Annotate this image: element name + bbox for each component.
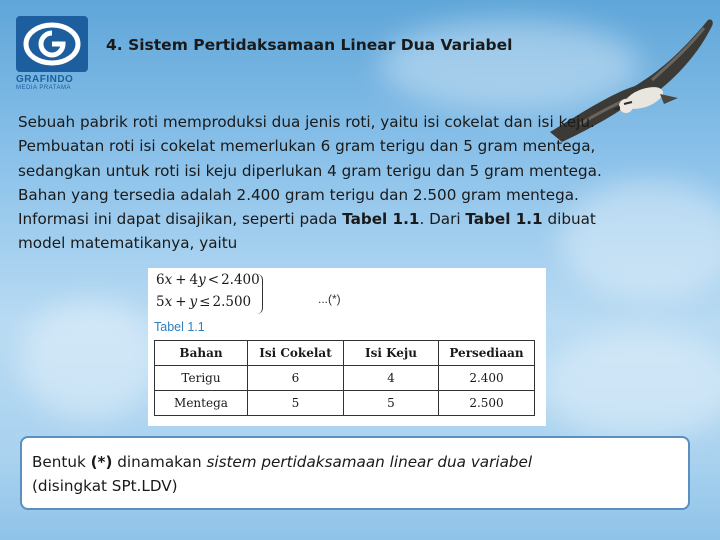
paragraph-line: model matematikanya, yaitu [18,234,238,253]
definition-note [20,436,690,510]
paragraph-line: Pembuatan roti isi cokelat memerlukan 6 gram terigu dan 5 gram mentega, [18,137,596,156]
system-bracket [256,274,263,314]
table-header-cell: Isi Cokelat [248,341,344,366]
table-cell: 5 [248,391,344,416]
table-row [155,366,535,391]
table-caption: Tabel 1.1 [154,320,205,334]
note-text: dinamakan [112,453,207,471]
eq-rhs: 2.500 [212,294,252,310]
system-marker: ...(*) [318,292,341,306]
eq-var: y [189,294,198,310]
eq-rhs: 2.400 [221,272,260,288]
paragraph-text: Informasi ini dapat disajikan, seperti pada [18,210,343,229]
inequality-2 [156,294,251,310]
eq-var: y [198,272,206,288]
note-text: Bentuk [32,453,91,471]
logo-name: GRAFINDO [16,74,74,85]
eq-op: + [175,272,187,288]
paragraph-text: . Dari [419,210,466,229]
inequality-1 [156,272,260,288]
eq-coef: 5 [156,294,165,310]
table-header-cell: Bahan [155,341,248,366]
paragraph-line [18,207,708,231]
slide-title: 4. Sistem Pertidaksamaan Linear Dua Variabel [106,36,513,54]
table-cell: 4 [344,366,439,391]
logo-subname: MEDIA PRATAMA [16,85,71,91]
table-cell: Mentega [155,391,248,416]
eq-rel: < [207,272,220,288]
table-reference: Tabel 1.1 [342,210,420,229]
paragraph-line: Bahan yang tersedia adalah 2.400 gram terigu dan 2.500 gram mentega. [18,185,579,204]
eq-var: x [164,272,173,288]
eq-coef: 6 [156,272,165,288]
note-marker: (*) [90,453,113,471]
note-term: sistem pertidaksamaan linear dua variabel [206,453,533,471]
paragraph-line: sedangkan untuk roti isi keju diperlukan 4 gram terigu dan 5 gram mentega. [18,161,602,180]
grafindo-logo [16,16,90,96]
eq-var: x [164,294,173,310]
paragraph-text: dibuat [542,210,596,229]
note-line [32,450,678,474]
eq-op: + [175,294,187,310]
table-cell: 5 [344,391,439,416]
table-cell: 6 [248,366,344,391]
model-figure [148,268,546,426]
problem-paragraph [18,110,708,256]
table-cell: 2.500 [439,391,535,416]
logo-emblem [16,16,88,72]
data-table [154,340,535,416]
table-header-cell: Isi Keju [344,341,439,366]
background-cloud [540,330,720,440]
table-header-cell: Persediaan [439,341,535,366]
table-row [155,391,535,416]
eq-rel: ≤ [199,294,211,310]
table-cell: 2.400 [439,366,535,391]
background-cloud [20,300,160,420]
note-line: (disingkat SPt.LDV) [32,477,178,495]
eq-coef: 4 [189,272,199,288]
paragraph-line: Sebuah pabrik roti memproduksi dua jenis roti, yaitu isi cokelat dan isi keju. [18,113,595,131]
table-cell: Terigu [155,366,248,391]
table-header-row [155,341,535,366]
table-reference: Tabel 1.1 [465,210,543,229]
